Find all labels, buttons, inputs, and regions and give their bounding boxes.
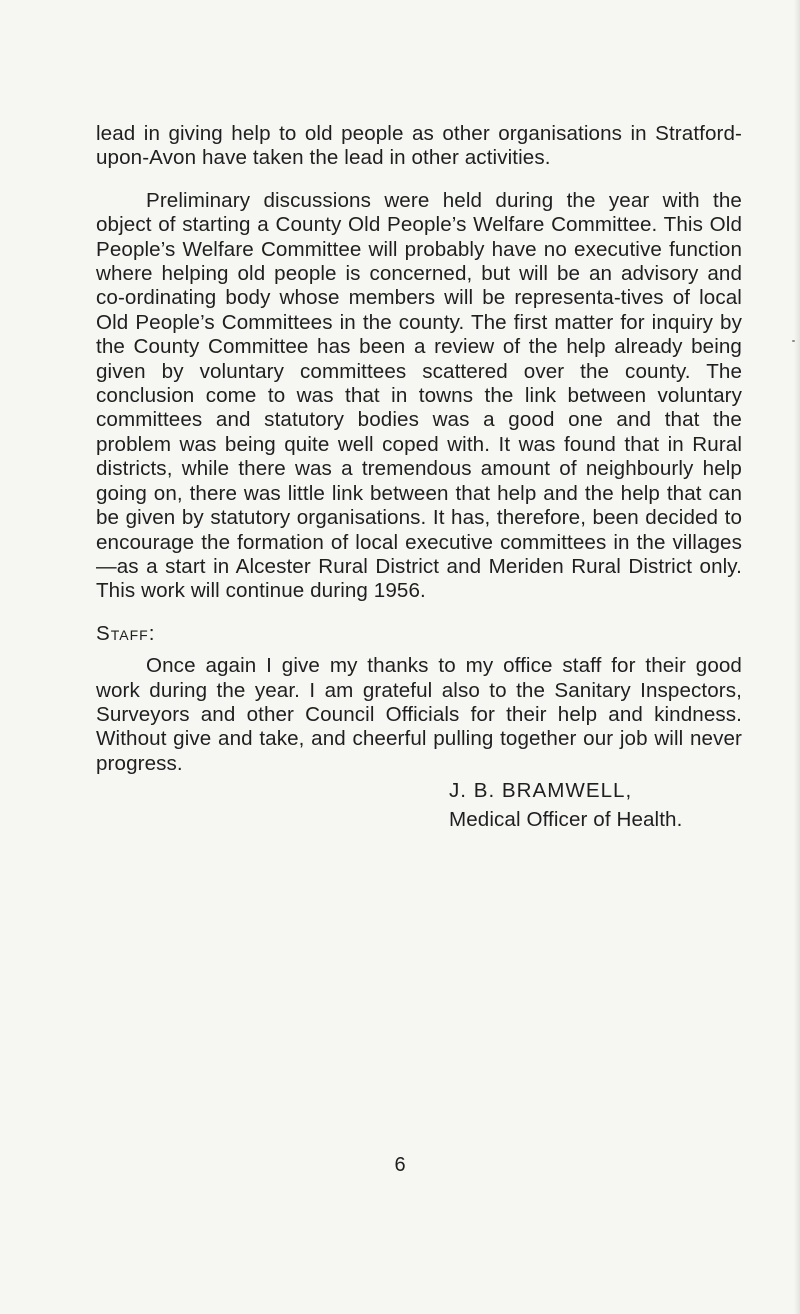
signature-name: J. B. BRAMWELL,	[449, 779, 633, 803]
staff-heading-colon: :	[148, 621, 155, 645]
paragraph-welfare-committee: Preliminary discussions were held during the year with the object of starting a County Old People’s Welfare Committee. This Old People’s Welfare Committee will probably have no executive function where helping old people is concerned, but will be an advisory and co-ordinating body whose members will be representa-tives of local Old People’s Committees in the county. The first matter for inquiry by the County Committee has been a review of the help already being given by voluntary committees scattered over the county. The conclusion come to was that in towns the link between voluntary committees and statutory bodies was a good one and that the problem was being quite well coped with. It was found that in Rural districts, while there was a tremendous amount of neighbourly help going on, there was little link between that help and the help that can be given by statutory organisations. It has, therefore, been decided to encourage the formation of local executive committees in the villages—as a start in Alcester Rural District and Meriden Rural District only. This work will continue during 1956.	[96, 188, 742, 603]
page-edge-shadow	[794, 0, 800, 1314]
paragraph-staff-thanks: Once again I give my thanks to my office staff for their good work during the year. I am grateful also to the Sanitary Inspectors, Surveyors and other Council Officials for their help and kindness. Without give and take, and cheerful pulling together our job will never progress.	[96, 654, 742, 775]
document-body	[96, 122, 742, 834]
signature-block	[96, 776, 742, 834]
paper-speck	[792, 340, 795, 342]
paragraph-continuation: lead in giving help to old people as other organisations in Stratford-upon-Avon have taken the lead in other activities.	[96, 122, 742, 170]
staff-heading-text: Staff	[96, 621, 149, 645]
staff-section-heading	[96, 622, 742, 646]
signature-title: Medical Officer of Health.	[449, 808, 683, 832]
page-number: 6	[394, 1154, 406, 1176]
